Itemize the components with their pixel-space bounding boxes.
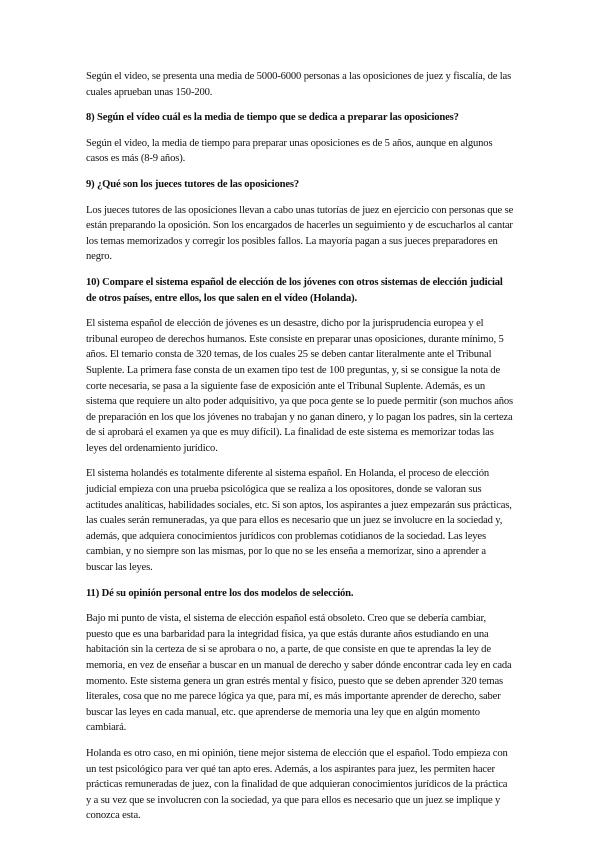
document-body (86, 69, 514, 834)
question-heading-8: 8) Según el vídeo cuál es la media de tiempo que se dedica a preparar las oposiciones? (86, 112, 459, 124)
paragraph-opinion-spain: Bajo mi punto de vista, el sistema de elección español está obsoleto. Creo que se debería cambiar, puesto que es una barbaridad para la integridad física, ya que estás durante años estudiando en una habitación sin la certeza de si se aprobara o no, a parte, de que consiste en que te aprendas la ley de memoria, en vez de enseñar a buscar en un manual de derecho y saber dónde encontrar cada ley en cada momento. Este sistema genera un gran estrés mental y físico, puesto que se deben aprender 320 temas literales, cosa que no me parece lógica ya que, para mí, es más importante aprender de derecho, saber buscar las leyes en cada manual, etc. que aprenderse de memoria una ley que en algún momento cambiará. (86, 613, 512, 734)
question-heading-9: 9) ¿Qué son los jueces tutores de las oposiciones? (86, 178, 300, 190)
paragraph-exam-applicants: Según el video, se presenta una media de 5000-6000 personas a las oposiciones de juez y fiscalía, de las cuales aprueban unas 150-200. (86, 71, 512, 98)
question-heading-10: 10) Compare el sistema español de elección de los jóvenes con otros sistemas de elección judicial de otros países, entre ellos, los que salen en el vídeo (Holanda). (86, 276, 503, 304)
paragraph-opinion-holland: Holanda es otro caso, en mi opinión, tiene mejor sistema de elección que el español. Todo empieza con un test psicológico para ver qué tan apto eres. Además, a los aspirantes para juez, les permiten hacer prácticas remuneradas de juez, con la finalidad de que adquieran conocimientos jurídicos de la práctica y a su vez que se involucren con la sociedad, ya que para ellos es necesario que un juez se implique y conozca esta. (86, 747, 508, 822)
paragraph-spanish-system: El sistema español de elección de jóvenes es un desastre, dicho por la jurisprudencia europea y el tribunal europeo de derechos humanos. Este consiste en preparar unas oposiciones, durante mínimo, 5 años. El temario consta de 320 temas, de los cuales 25 se deben cantar literalmente ante el Tribunal Suplente. La primera fase consta de un examen tipo test de 100 preguntas, y, si se consigue la nota de corte necesaria, se pasa a la siguiente fase de exposición ante el Tribunal Suplente. Además, es un sistema que requiere un alto poder adquisitivo, ya que poca gente se lo puede permitir (son muchos años de preparación en los que los jóvenes no trabajan y no ganan dinero, y lo pagan los padres, sin la certeza de si aprobará el examen ya que es muy difícil). La finalidad de este sistema es memorizar todas las leyes del ordenamiento jurídico. (86, 318, 514, 454)
paragraph-preparation-time: Según el video, la media de tiempo para preparar unas oposiciones es de 5 años, aunque en algunos casos es más (8-9 años). (86, 137, 493, 165)
paragraph-dutch-system: El sistema holandés es totalmente diferente al sistema español. En Holanda, el proceso de elección judicial empieza con una prueba psicológica que se realiza a los opositores, donde se valoran sus actitudes analíticas, habilidades sociales, etc. Si son aptos, los aspirantes a juez empezarán sus prácticas, las cuales serán remuneradas, ya que para ellos es necesario que un juez se involucre en la sociedad y, además, que adquiera conocimientos jurídicos con problemas cotidianos de la sociedad. Las leyes cambian, y no siempre son las mismas, por lo que no se les enseña a memorizar, sino a aprender a buscar las leyes. (86, 468, 512, 574)
paragraph-tutor-judges: Los jueces tutores de las oposiciones llevan a cabo unas tutorías de juez en ejercicio con personas que se están preparando la oposición. Son los encargados de hacerles un seguimiento y de escucharlos al cantar los temas memorizados y corregir los posibles fallos. La mayoría pagan a sus jueces preparadores en negro. (86, 204, 514, 263)
question-heading-11: 11) Dé su opinión personal entre los dos modelos de selección. (86, 587, 354, 599)
